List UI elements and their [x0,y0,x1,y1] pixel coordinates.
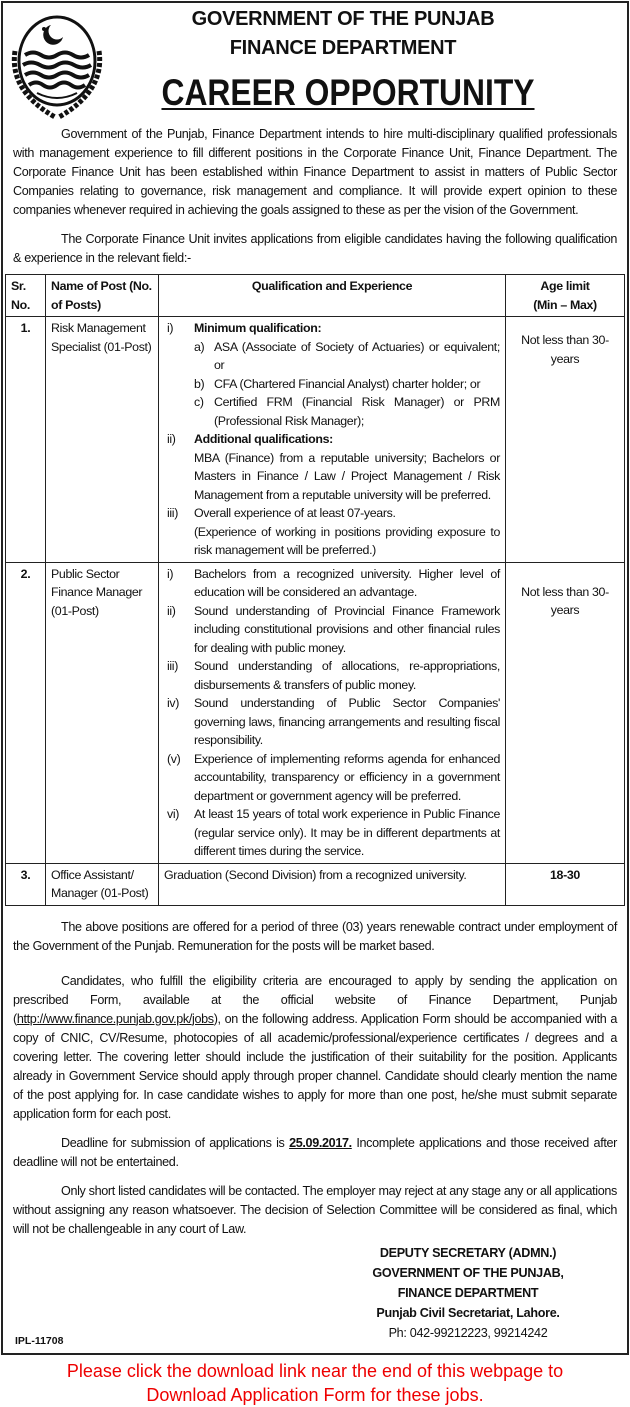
reference-number: IPL-11708 [15,1334,64,1347]
col-age: Age limit (Min – Max) [506,275,625,317]
col-sr: Sr. No. [6,275,46,317]
qualification: i) Bachelors from a recognized university. Higher level of education will be considered an advantage. ii) Sound understanding of Provincial Finance Framework including constitutional provisions and other financial rules for dealing with public money. iii) Sound understanding of allocations, re-appropriations, disbursements & transfers of public money. iv) Sound understanding of Public Sector Companies' governing laws, financing arrangements and resulting fiscal responsibility. (v) Experience of implementing reforms agenda for enhanced accountability, transparency or efficiency in a government department or government agency will be preferred. vi) At least 15 years of total work experience in Public Finance (regular service only). It may be in different departments at different times during the service. [159,562,506,863]
sr-no: 3. [6,863,46,905]
qualification: i) Minimum qualification: a) ASA (Associate of Society of Actuaries) or equivalent; or b) CFA (Chartered Financial Analyst) charter holder; or c) Certified FRM (Financial Risk Manager) or PRM (Professional Risk Manager); ii) Additional qualifications: MBA (Finance) from a reputable university; Bachelors or Masters in Finance / Law / Project Management / Risk Management from a reputable university will be preferred. iii) Overall experience of at least 07-years. (Experience of working in positions providing exposure to risk management will be preferred.) [159,317,506,563]
advertisement-frame [1,1,629,1355]
qualification: Graduation (Second Division) from a recognized university. [159,863,506,905]
sr-no: 1. [6,317,46,563]
table-row [6,562,625,863]
table-header [6,275,625,317]
post-name: Public Sector Finance Manager (01-Post) [46,562,159,863]
header-department: FINANCE DEPARTMENT [229,37,457,59]
deadline-date: 25.09.2017. [289,1135,352,1150]
selection-paragraph: Only short listed candidates will be contacted. The employer may reject at any stage any or all applications without assigning any reason whatsoever. The decision of Selection Committee will be considered as final, which will not be challengeable in any court of Law. [13,1183,617,1236]
age-limit: 18-30 [506,863,625,905]
intro-paragraph: Government of the Punjab, Finance Department intends to hire multi-disciplinary qualified professionals with management experience to fill different positions in the Corporate Finance Unit, Finance Department. The Corporate Finance Unit has been established within Finance Department to assist in matters of Public Sector Companies relating to governance, risk management and compliance. It will provide expert opinion to these companies whenever required in achieving the goals assigned to these as per the vision of the Government. [13,127,617,217]
deadline-paragraph: Deadline for submission of applications is 25.09.2017. Incomplete applications and those received after deadline will not be entertained. [13,1135,617,1169]
col-post: Name of Post (No. of Posts) [46,275,159,317]
col-qualification: Qualification and Experience [159,275,506,317]
post-name: Office Assistant/ Manager (01-Post) [46,863,159,905]
table-row [6,863,625,905]
positions-table [5,274,625,906]
website-link[interactable]: http://www.finance.punjab.gov.pk/jobs [16,1011,214,1026]
header-government: GOVERNMENT OF THE PUNJAB [191,8,495,30]
application-paragraph: Candidates, who fulfill the eligibility criteria are encouraged to apply by sending the application on prescribed Form, available at the official website of Finance Department, Punjab (http://www.finance.punjab.gov.pk/jobs), on the following address. Application Form should be accompanied with a copy of CNIC, CV/Resume, photocopies of all academic/professional/experience certificates / degrees and a covering letter. The covering letter should include the justification of their suitability for the position. Applicants already in Government Service should apply through proper channel. Candidate should clearly mention the name of the post applying for. In case candidate wishes to apply for more than one post, he/she must submit separate application form for each post. [13,973,617,1121]
download-notice: Please click the download link near the end of this webpage to Download Application Form for these jobs. [66,1360,564,1405]
signature-block: DEPUTY SECRETARY (ADMN.) GOVERNMENT OF THE PUNJAB, FINANCE DEPARTMENT Punjab Civil Secretariat, Lahore. Ph: 042-99212223, 99214242 [372,1245,564,1340]
age-limit: Not less than 30-years [506,317,625,563]
contract-paragraph: The above positions are offered for a period of three (03) years renewable contract under employment of the Government of the Punjab. Remuneration for the posts will be market based. [13,919,617,953]
header [3,3,627,125]
invite-paragraph: The Corporate Finance Unit invites applications from eligible candidates having the following qualification & experience in the relevant field:- [13,232,617,265]
punjab-government-logo [7,11,107,123]
post-name: Risk Management Specialist (01-Post) [46,317,159,563]
table-row [6,317,625,563]
sr-no: 2. [6,562,46,863]
footer [3,1243,627,1347]
page-title: CAREER OPPORTUNITY [161,72,535,113]
age-limit: Not less than 30-years [506,562,625,863]
